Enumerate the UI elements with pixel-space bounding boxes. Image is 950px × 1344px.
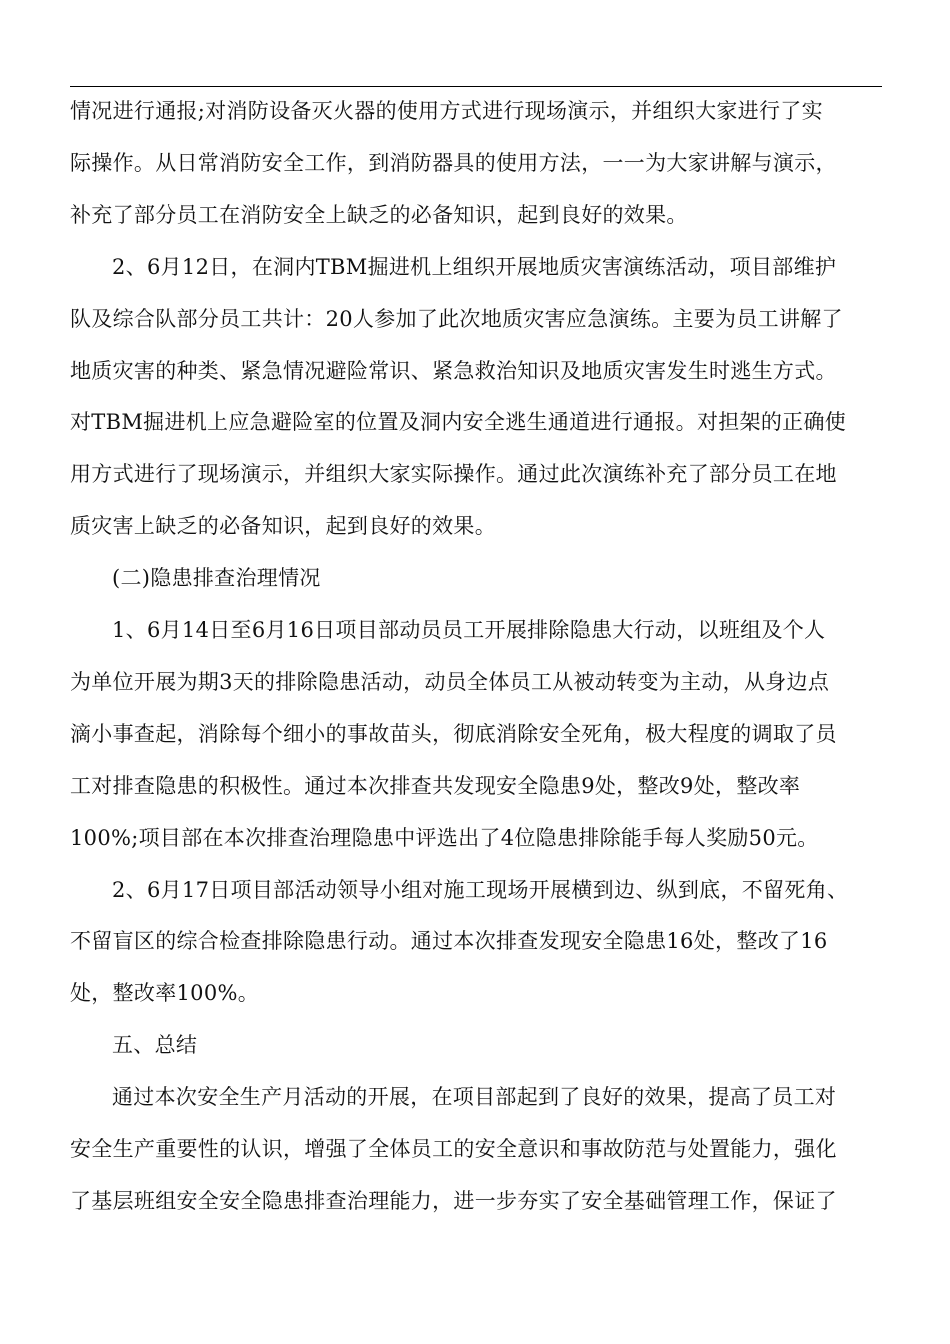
header-rule bbox=[70, 86, 882, 87]
text-line: 际操作。从日常消防安全工作，到消防器具的使用方法，一一为大家讲解与演示， bbox=[70, 150, 837, 175]
text-line: 1、6月14日至6月16日项目部动员员工开展排除隐患大行动，以班组及个人 bbox=[112, 618, 826, 642]
text-line: 不留盲区的综合检查排除隐患行动。通过本次排查发现安全隐患16处，整改了16 bbox=[70, 929, 828, 954]
text-line: 质灾害上缺乏的必备知识，起到良好的效果。 bbox=[70, 514, 496, 539]
text-line: 100%;项目部在本次排查治理隐患中评选出了4位隐患排除能手每人奖励50元。 bbox=[70, 825, 819, 850]
text-line: 情况进行通报;对消防设备灭火器的使用方式进行现场演示，并组织大家进行了实 bbox=[70, 99, 823, 123]
text-line: 工对排查隐患的积极性。通过本次排查共发现安全隐患9处，整改9处，整改率 bbox=[70, 773, 801, 798]
text-line: 用方式进行了现场演示，并组织大家实际操作。通过此次演练补充了部分员工在地 bbox=[70, 462, 837, 487]
text-line: 了基层班组安全安全隐患排查治理能力，进一步夯实了安全基础管理工作，保证了 bbox=[70, 1188, 837, 1213]
text-line: 通过本次安全生产月活动的开展，在项目部起到了良好的效果，提高了员工对 bbox=[112, 1085, 837, 1110]
text-line: 2、6月17日项目部活动领导小组对施工现场开展横到边、纵到底，不留死角、 bbox=[112, 877, 849, 902]
text-line: (二)隐患排查治理情况 bbox=[112, 566, 321, 591]
text-line: 滴小事查起，消除每个细小的事故苗头，彻底消除安全死角，极大程度的调取了员 bbox=[70, 721, 837, 746]
text-line: 队及综合队部分员工共计：20人参加了此次地质灾害应急演练。主要为员工讲解了 bbox=[70, 306, 843, 331]
text-line: 地质灾害的种类、紧急情况避险常识、紧急救治知识及地质灾害发生时逃生方式。 bbox=[70, 358, 837, 383]
text-line: 对TBM掘进机上应急避险室的位置及洞内安全逃生通道进行通报。对担架的正确使 bbox=[70, 410, 847, 435]
text-line: 2、6月12日，在洞内TBM掘进机上组织开展地质灾害演练活动，项目部维护 bbox=[112, 254, 837, 279]
text-line: 五、总结 bbox=[112, 1033, 198, 1058]
text-line: 安全生产重要性的认识，增强了全体员工的安全意识和事故防范与处置能力，强化 bbox=[70, 1137, 837, 1161]
text-line: 补充了部分员工在消防安全上缺乏的必备知识，起到良好的效果。 bbox=[70, 202, 688, 227]
text-line: 为单位开展为期3天的排除隐患活动，动员全体员工从被动转变为主动，从身边点 bbox=[70, 669, 830, 694]
text-line: 处，整改率100%。 bbox=[70, 981, 260, 1006]
